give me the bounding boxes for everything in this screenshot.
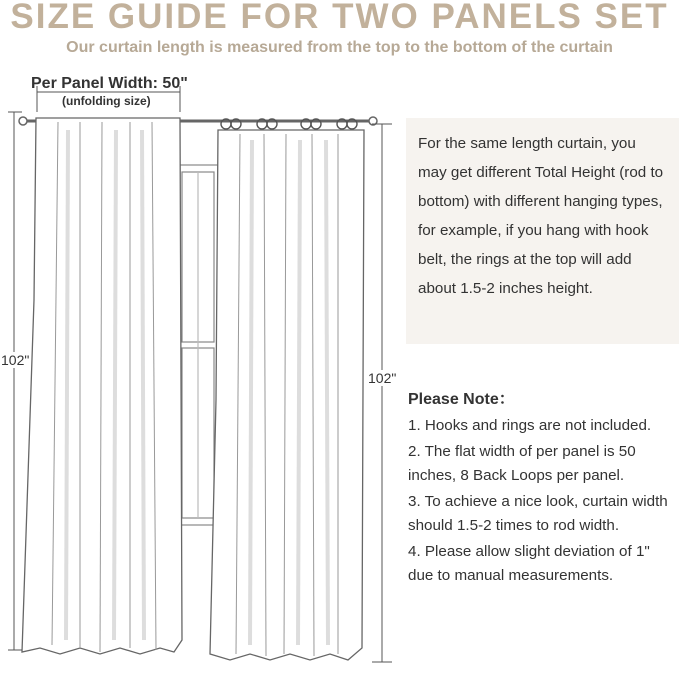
right-height-label: 102" xyxy=(368,370,397,386)
page-subtitle: Our curtain length is measured from the top to the bottom of the curtain xyxy=(66,39,613,56)
note-item: 2. The flat width of per panel is 50 inches, 8 Back Loops per panel. xyxy=(408,443,636,484)
note-item: 4. Please allow slight deviation of 1" due to manual measurements. xyxy=(408,543,650,584)
unfolding-size-label: (unfolding size) xyxy=(62,94,151,108)
left-height-dimension-line xyxy=(8,112,22,650)
panel-width-label: Per Panel Width: 50" xyxy=(31,75,188,92)
page-title: SIZE GUIDE FOR TWO PANELS SET xyxy=(10,0,669,36)
right-height-dimension-line xyxy=(372,124,392,662)
info-text: For the same length curtain, you may get different Total Height (rod to bottom) with different hanging types, for example, if you hang with hook belt, the rings at the top will add about 1.5-2 inches height. xyxy=(418,135,664,297)
right-curtain-panel xyxy=(210,130,364,660)
left-height-label: 102" xyxy=(1,352,30,368)
notes-heading: Please Note： xyxy=(408,391,515,408)
info-box xyxy=(406,118,679,344)
window-frame xyxy=(178,165,218,525)
note-item: 3. To achieve a nice look, curtain width should 1.5-2 times to rod width. xyxy=(408,493,668,534)
note-item: 1. Hooks and rings are not included. xyxy=(408,417,652,434)
notes-list xyxy=(408,414,676,590)
